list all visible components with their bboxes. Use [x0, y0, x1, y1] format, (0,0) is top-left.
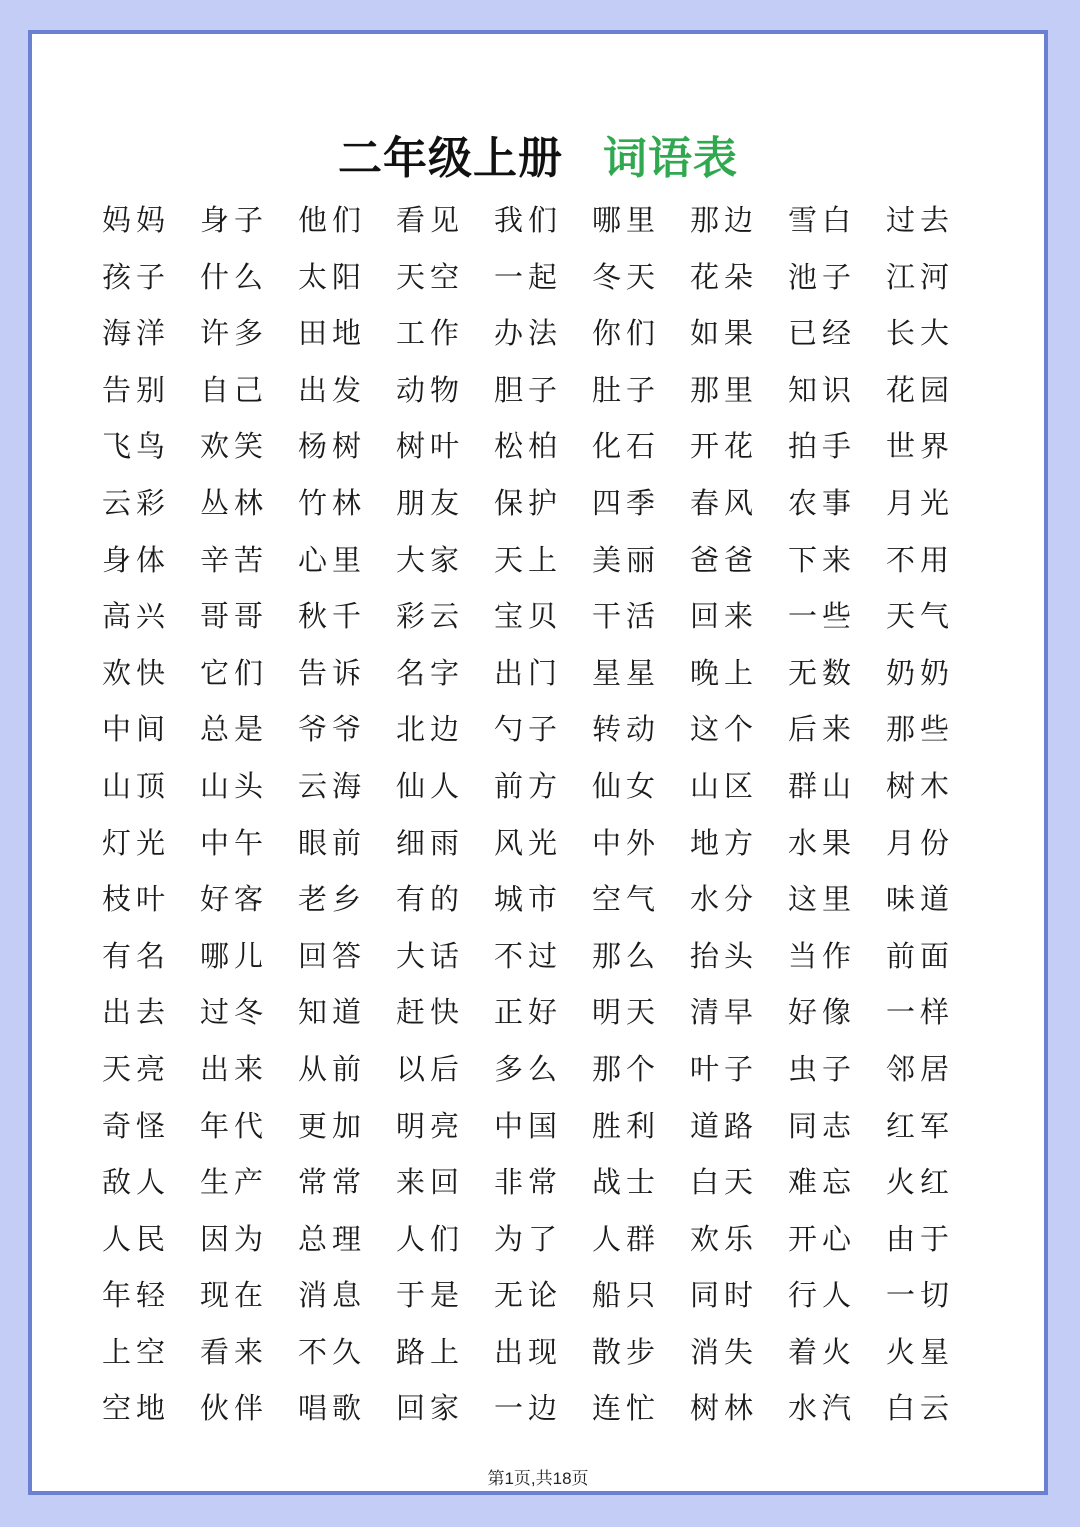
word-item: 大话	[396, 938, 465, 973]
word-item: 山区	[690, 768, 759, 803]
word-item: 他们	[298, 203, 367, 237]
word-item: 身体	[102, 542, 171, 577]
word-item: 欢乐	[690, 1221, 759, 1256]
word-item: 当作	[788, 938, 857, 973]
word-item: 我们	[494, 203, 563, 237]
word-item: 细雨	[396, 825, 465, 860]
word-item: 行人	[788, 1278, 857, 1313]
word-item: 中间	[102, 712, 171, 747]
word-item: 宝贝	[494, 599, 563, 634]
word-item: 一些	[788, 599, 857, 634]
word-item: 海洋	[102, 316, 171, 351]
word-item: 过去	[886, 203, 955, 237]
word-item: 化石	[592, 429, 661, 464]
word-item: 高兴	[102, 599, 171, 634]
word-item: 总是	[200, 712, 269, 747]
word-item: 爷爷	[298, 712, 367, 747]
word-item: 自己	[200, 372, 269, 407]
word-item: 水分	[690, 882, 759, 917]
word-item: 四季	[592, 485, 661, 520]
word-item: 回家	[396, 1391, 465, 1426]
word-item: 欢笑	[200, 429, 269, 464]
word-item: 星星	[592, 655, 661, 690]
word-item: 江河	[886, 259, 955, 294]
word-item: 出去	[102, 995, 171, 1030]
word-item: 味道	[886, 882, 955, 917]
word-item: 那么	[592, 938, 661, 973]
word-item: 难忘	[788, 1165, 857, 1200]
word-item: 奶奶	[886, 655, 955, 690]
word-item: 一边	[494, 1391, 563, 1426]
word-item: 地方	[690, 825, 759, 860]
word-item: 有名	[102, 938, 171, 973]
word-item: 身子	[200, 203, 269, 237]
word-item: 知道	[298, 995, 367, 1030]
word-item: 那边	[690, 203, 759, 237]
word-item: 红军	[886, 1108, 955, 1143]
word-item: 树叶	[396, 429, 465, 464]
word-item: 抬头	[690, 938, 759, 973]
word-item: 枝叶	[102, 882, 171, 917]
word-item: 以后	[396, 1051, 465, 1086]
word-item: 哥哥	[200, 599, 269, 634]
word-item: 春风	[690, 485, 759, 520]
word-item: 过冬	[200, 995, 269, 1030]
word-item: 后来	[788, 712, 857, 747]
word-item: 一起	[494, 259, 563, 294]
word-item: 消失	[690, 1334, 759, 1369]
word-item: 一切	[886, 1278, 955, 1313]
word-item: 无数	[788, 655, 857, 690]
word-item: 中午	[200, 825, 269, 860]
word-item: 水汽	[788, 1391, 857, 1426]
word-item: 仙女	[592, 768, 661, 803]
word-item: 飞鸟	[102, 429, 171, 464]
word-item: 道路	[690, 1108, 759, 1143]
word-item: 从前	[298, 1051, 367, 1086]
word-item: 赶快	[396, 995, 465, 1030]
word-item: 生产	[200, 1165, 269, 1200]
word-item: 那些	[886, 712, 955, 747]
word-item: 已经	[788, 316, 857, 351]
word-item: 伙伴	[200, 1391, 269, 1426]
word-item: 中国	[494, 1108, 563, 1143]
word-item: 肚子	[592, 372, 661, 407]
word-item: 树林	[690, 1391, 759, 1426]
word-item: 山头	[200, 768, 269, 803]
word-item: 灯光	[102, 825, 171, 860]
word-item: 云彩	[102, 485, 171, 520]
word-item: 出来	[200, 1051, 269, 1086]
word-item: 眼前	[298, 825, 367, 860]
word-item: 船只	[592, 1278, 661, 1313]
word-item: 路上	[396, 1334, 465, 1369]
word-item: 池子	[788, 259, 857, 294]
word-item: 拍手	[788, 429, 857, 464]
word-item: 叶子	[690, 1051, 759, 1086]
word-item: 不用	[886, 542, 955, 577]
word-item: 冬天	[592, 259, 661, 294]
word-item: 保护	[494, 485, 563, 520]
word-item: 敌人	[102, 1165, 171, 1200]
word-item: 唱歌	[298, 1391, 367, 1426]
word-item: 那里	[690, 372, 759, 407]
word-item: 看来	[200, 1334, 269, 1369]
word-item: 总理	[298, 1221, 367, 1256]
word-item: 妈妈	[102, 203, 171, 237]
word-item: 为了	[494, 1221, 563, 1256]
word-item: 空地	[102, 1391, 171, 1426]
word-item: 风光	[494, 825, 563, 860]
word-item: 着火	[788, 1334, 857, 1369]
word-item: 年代	[200, 1108, 269, 1143]
word-item: 有的	[396, 882, 465, 917]
word-item: 人们	[396, 1221, 465, 1256]
word-item: 你们	[592, 316, 661, 351]
word-item: 清早	[690, 995, 759, 1030]
word-item: 出发	[298, 372, 367, 407]
word-item: 动物	[396, 372, 465, 407]
word-item: 出门	[494, 655, 563, 690]
page-title	[32, 122, 1044, 186]
word-item: 心里	[298, 542, 367, 577]
page-number: 第1页,共18页	[487, 1469, 589, 1488]
word-item: 花园	[886, 372, 955, 407]
word-item: 胜利	[592, 1108, 661, 1143]
word-item: 天空	[396, 259, 465, 294]
word-item: 虫子	[788, 1051, 857, 1086]
word-item: 人群	[592, 1221, 661, 1256]
word-item: 白天	[690, 1165, 759, 1200]
word-item: 这个	[690, 712, 759, 747]
word-item: 出现	[494, 1334, 563, 1369]
word-item: 树木	[886, 768, 955, 803]
word-item: 办法	[494, 316, 563, 351]
word-item: 竹林	[298, 485, 367, 520]
word-item: 开花	[690, 429, 759, 464]
word-item: 山顶	[102, 768, 171, 803]
word-item: 中外	[592, 825, 661, 860]
word-item: 转动	[592, 712, 661, 747]
word-item: 松柏	[494, 429, 563, 464]
word-item: 长大	[886, 316, 955, 351]
word-item: 哪儿	[200, 938, 269, 973]
word-item: 非常	[494, 1165, 563, 1200]
word-item: 白云	[886, 1391, 955, 1426]
word-item: 同志	[788, 1108, 857, 1143]
word-item: 农事	[788, 485, 857, 520]
word-item: 许多	[200, 316, 269, 351]
word-item: 爸爸	[690, 542, 759, 577]
word-item: 明天	[592, 995, 661, 1030]
word-item: 同时	[690, 1278, 759, 1313]
word-item: 孩子	[102, 259, 171, 294]
word-item: 晚上	[690, 655, 759, 690]
word-item: 云海	[298, 768, 367, 803]
word-item: 不久	[298, 1334, 367, 1369]
title-grade: 二年级上册	[338, 133, 563, 184]
word-item: 火星	[886, 1334, 955, 1369]
word-item: 什么	[200, 259, 269, 294]
word-item: 于是	[396, 1278, 465, 1313]
word-item: 前面	[886, 938, 955, 973]
word-item: 开心	[788, 1221, 857, 1256]
word-item: 北边	[396, 712, 465, 747]
word-item: 无论	[494, 1278, 563, 1313]
word-item: 太阳	[298, 259, 367, 294]
word-item: 火红	[886, 1165, 955, 1200]
word-item: 天亮	[102, 1051, 171, 1086]
word-item: 群山	[788, 768, 857, 803]
word-item: 朋友	[396, 485, 465, 520]
word-item: 它们	[200, 655, 269, 690]
word-item: 奇怪	[102, 1108, 171, 1143]
word-item: 更加	[298, 1108, 367, 1143]
word-grid	[102, 192, 1002, 1437]
word-item: 干活	[592, 599, 661, 634]
word-item: 因为	[200, 1221, 269, 1256]
word-item: 勺子	[494, 712, 563, 747]
word-item: 好像	[788, 995, 857, 1030]
word-item: 胆子	[494, 372, 563, 407]
word-item: 丛林	[200, 485, 269, 520]
word-item: 多么	[494, 1051, 563, 1086]
word-item: 美丽	[592, 542, 661, 577]
word-item: 回来	[690, 599, 759, 634]
word-item: 老乡	[298, 882, 367, 917]
word-item: 如果	[690, 316, 759, 351]
word-item: 消息	[298, 1278, 367, 1313]
word-item: 世界	[886, 429, 955, 464]
worksheet-page	[28, 30, 1048, 1495]
word-item: 邻居	[886, 1051, 955, 1086]
word-item: 告诉	[298, 655, 367, 690]
word-item: 杨树	[298, 429, 367, 464]
word-item: 田地	[298, 316, 367, 351]
word-item: 连忙	[592, 1391, 661, 1426]
word-item: 人民	[102, 1221, 171, 1256]
word-item: 正好	[494, 995, 563, 1030]
word-item: 看见	[396, 203, 465, 237]
word-item: 上空	[102, 1334, 171, 1369]
word-item: 告别	[102, 372, 171, 407]
word-item: 那个	[592, 1051, 661, 1086]
word-item: 工作	[396, 316, 465, 351]
word-item: 月光	[886, 485, 955, 520]
word-item: 年轻	[102, 1278, 171, 1313]
word-item: 名字	[396, 655, 465, 690]
word-item: 现在	[200, 1278, 269, 1313]
word-item: 散步	[592, 1334, 661, 1369]
word-item: 花朵	[690, 259, 759, 294]
word-item: 空气	[592, 882, 661, 917]
word-item: 这里	[788, 882, 857, 917]
word-item: 大家	[396, 542, 465, 577]
word-item: 不过	[494, 938, 563, 973]
word-item: 由于	[886, 1221, 955, 1256]
word-item: 好客	[200, 882, 269, 917]
word-item: 仙人	[396, 768, 465, 803]
word-item: 回答	[298, 938, 367, 973]
word-item: 水果	[788, 825, 857, 860]
word-item: 欢快	[102, 655, 171, 690]
title-vocabulary: 词语表	[603, 133, 738, 184]
word-item: 月份	[886, 825, 955, 860]
word-item: 常常	[298, 1165, 367, 1200]
word-item: 战士	[592, 1165, 661, 1200]
word-item: 天气	[886, 599, 955, 634]
word-item: 城市	[494, 882, 563, 917]
word-item: 来回	[396, 1165, 465, 1200]
word-item: 明亮	[396, 1108, 465, 1143]
word-item: 知识	[788, 372, 857, 407]
word-item: 下来	[788, 542, 857, 577]
word-item: 辛苦	[200, 542, 269, 577]
word-item: 雪白	[788, 203, 857, 237]
word-item: 前方	[494, 768, 563, 803]
word-item: 哪里	[592, 203, 661, 237]
word-item: 一样	[886, 995, 955, 1030]
word-item: 天上	[494, 542, 563, 577]
word-item: 秋千	[298, 599, 367, 634]
word-item: 彩云	[396, 599, 465, 634]
